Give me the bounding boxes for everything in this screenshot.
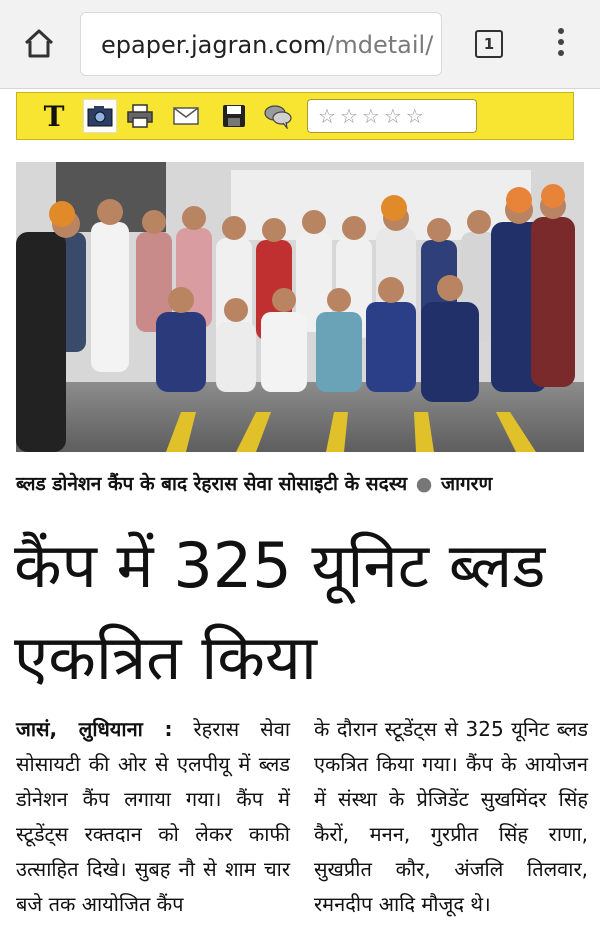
address-bar[interactable] xyxy=(80,12,442,76)
article-body-text: रेहरास सेवा सोसायटी की ओर से एलपीयू में ब्लड डोनेशन कैंप लगाया गया। कैंप में स्टूडेंट्स रक्तदान को लेकर काफी उत्साहित दिखे। सुबह नौ से शाम चार बजे तक आयोजित कैंप xyxy=(16,717,290,916)
article-column-left xyxy=(16,712,290,922)
comment-icon[interactable] xyxy=(261,99,295,133)
browser-toolbar xyxy=(0,0,600,89)
rating-stars[interactable] xyxy=(307,99,477,133)
dateline: जासं, लुधियाना : xyxy=(16,717,173,741)
tab-switcher-button[interactable]: 1 xyxy=(475,30,503,58)
overflow-menu-icon[interactable] xyxy=(553,28,569,62)
article-photo xyxy=(16,162,584,452)
reader-toolbar xyxy=(16,92,574,140)
star-icon[interactable]: ☆ xyxy=(383,104,402,128)
article-column-right: के दौरान स्टूडेंट्स से 325 यूनिट ब्लड एकत्रित किया गया। कैंप के आयोजन में संस्था के प्रेजिडेंट सुखमिंदर सिंह कैरों, मनन, गुरप्रीत सिंह राणा, सुखप्रीत कौर, अंजलि तिलवार, रमनदीप आदि मौजूद थे। xyxy=(314,717,588,916)
home-icon[interactable] xyxy=(22,26,56,60)
mail-icon[interactable] xyxy=(169,99,203,133)
photo-caption: ब्लड डोनेशन कैंप के बाद रेहरास सेवा सोसाइटी के सदस्य ● जागरण xyxy=(16,473,493,495)
text-size-icon[interactable]: T xyxy=(43,99,65,133)
star-icon[interactable]: ☆ xyxy=(318,104,336,128)
print-icon[interactable] xyxy=(123,99,157,133)
url-text: epaper.jagran.com/mdetail/ xyxy=(101,31,434,59)
photo-icon[interactable] xyxy=(83,99,117,133)
star-icon[interactable]: ☆ xyxy=(339,104,358,128)
headline-line: एकत्रित किया xyxy=(14,621,317,694)
article-headline xyxy=(14,520,590,704)
star-icon[interactable]: ☆ xyxy=(361,104,380,128)
save-icon[interactable] xyxy=(217,99,251,133)
star-icon[interactable]: ☆ xyxy=(405,104,424,128)
headline-line: कैंप में 325 यूनिट ब्लड xyxy=(14,529,546,602)
